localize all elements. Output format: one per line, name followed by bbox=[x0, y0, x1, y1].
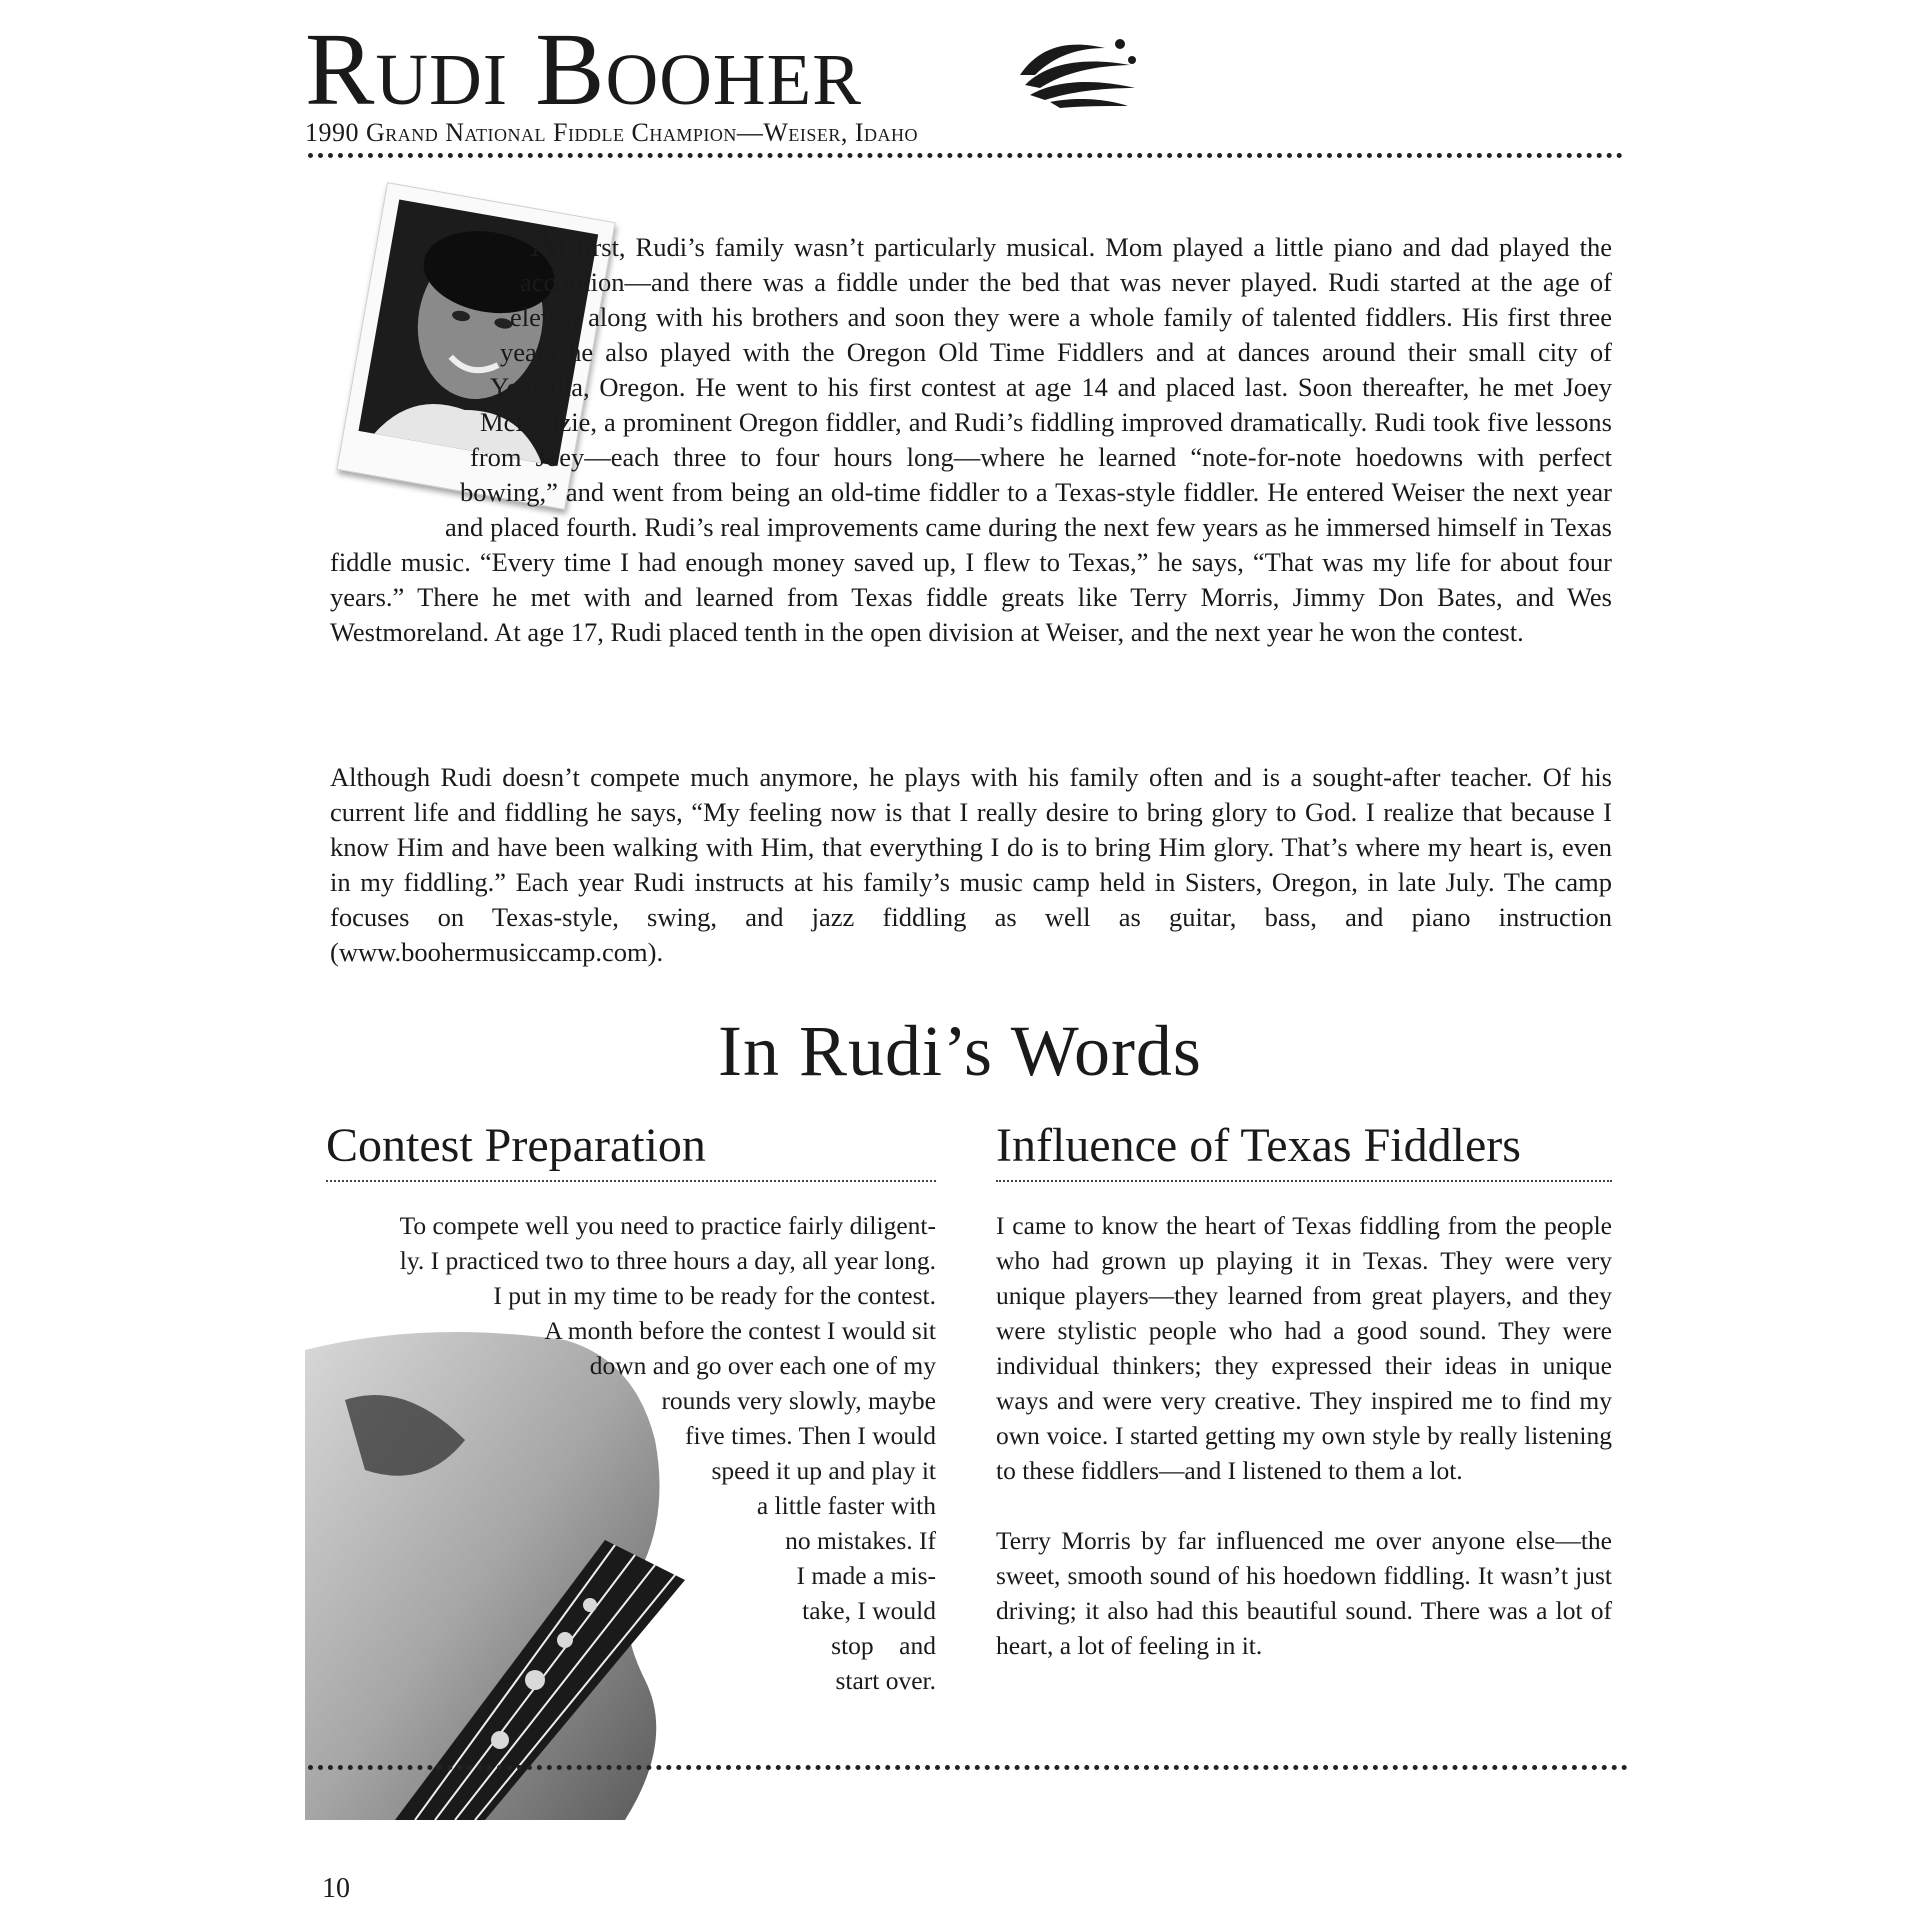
second-paragraph: Although Rudi doesn’t compete much anymore, he plays with his family often and is a sought-after teacher. Of his current life and fiddling he says, “My feeling now is that I really desire to bring glory to God. I realize that because I know Him and have been walking with Him, that everything I do is to bring Him glory. That’s where my heart is, even in my fiddling.” Each year Rudi instructs at his family’s music camp held in Sisters, Oregon, in late July. The camp focuses on Texas-style, swing, and jazz fiddling as well as guitar, bass, and piano instruction (www.boohermusiccamp.com). bbox=[330, 762, 1612, 967]
wrap-spacer bbox=[330, 438, 470, 473]
contest-preparation-text bbox=[326, 1208, 936, 1698]
wrap-spacer bbox=[330, 333, 500, 368]
page-number: 10 bbox=[322, 1873, 350, 1904]
text-line: rounds very slowly, maybe bbox=[661, 1386, 936, 1415]
wrap-spacer bbox=[330, 473, 460, 508]
text-line: I put in my time to be ready for the contest. bbox=[493, 1281, 936, 1310]
wrap-spacer bbox=[330, 403, 480, 438]
wrap-spacer bbox=[330, 508, 445, 543]
text-line: I made a mis- bbox=[796, 1561, 936, 1590]
intro-paragraph bbox=[330, 220, 1612, 650]
text-line: A month before the contest I would sit bbox=[544, 1316, 936, 1345]
paragraph: Terry Morris by far influenced me over anyone else—the sweet, smooth sound of his hoedown fiddling. It wasn’t just driving; it also had this beautiful sound. There was a lot of heart, a lot of feeling in it. bbox=[996, 1526, 1612, 1660]
text-line: speed it up and play it bbox=[711, 1456, 936, 1485]
text-line: no mistakes. If bbox=[785, 1526, 936, 1555]
page-subtitle: 1990 Grand National Fiddle Champion—Weiser, Idaho bbox=[305, 118, 919, 147]
wrap-spacer bbox=[330, 298, 510, 333]
heading-underline bbox=[996, 1180, 1612, 1182]
wrap-spacer bbox=[330, 368, 490, 403]
drop-cap: A bbox=[530, 220, 559, 265]
text-line: a little faster with bbox=[756, 1491, 936, 1520]
text-line: take, I would bbox=[802, 1596, 936, 1625]
heading-underline bbox=[326, 1180, 936, 1182]
heading-contest-preparation: Contest Preparation bbox=[326, 1119, 706, 1172]
texas-fiddlers-text bbox=[996, 1208, 1612, 1698]
page-title: Rudi Booher bbox=[305, 12, 862, 127]
paragraph: I came to know the heart of Texas fiddling from the people who had grown up playing it in Texas. They were very unique players—they learned from great players, and they were stylistic people who had a good sound. They were individual thinkers; they expressed their ideas in unique ways and were very creative. They inspired me to find my own voice. I started getting my own style by really listening to these fiddlers—and I listened to them a lot. bbox=[996, 1211, 1612, 1485]
text-line: five times. Then I would bbox=[685, 1421, 936, 1450]
text-line: start over. bbox=[835, 1666, 936, 1695]
section-title: In Rudi’s Words bbox=[718, 1011, 1202, 1091]
text-line: To compete well you need to practice fairly diligent- bbox=[399, 1211, 936, 1240]
text-line: ly. I practiced two to three hours a day, all year long. bbox=[399, 1246, 936, 1275]
wrap-spacer bbox=[330, 263, 520, 298]
text-line: stop and bbox=[831, 1631, 936, 1660]
dotted-divider bbox=[308, 153, 1623, 158]
dotted-divider bbox=[308, 1765, 1628, 1770]
intro-text: t first, Rudi’s family wasn’t particularly musical. Mom played a little piano and dad played the accordion—and there was a fiddle under the bed that was never played. Rudi started at the age of eleven along with his brothers and soon they were a whole family of talented fiddlers. His first three years he also played with the Oregon Old Time Fiddlers and at dances around their small city of Yoncalla, Oregon. He went to his first contest at age 14 and placed last. Soon thereafter, he met Joey McKenzie, a prominent Oregon fiddler, and Rudi’s fiddling improved dramatically. Rudi took five lessons from Joey—each three to four hours long—where he learned “note-for-note hoedowns with perfect bowing,” and went from being an old-time fiddler to a Texas-style fiddler. He entered Weiser the next year and placed fourth. Rudi’s real improvements came during the next few years as he immersed himself in Texas fiddle music. “Every time I had enough money saved up, I flew to Texas,” he says, “That was my life for about four years.” There he met with and learned from Texas fiddle greats like Terry Morris, Jimmy Don Bates, and Wes Westmoreland. At age 17, Rudi placed tenth in the open division at Weiser, and the next year he won the contest. bbox=[330, 232, 1612, 647]
text-line: down and go over each one of my bbox=[589, 1351, 936, 1380]
heading-texas-fiddlers: Influence of Texas Fiddlers bbox=[996, 1119, 1521, 1172]
wrap-spacer bbox=[330, 228, 530, 263]
flourish-ornament bbox=[1010, 30, 1140, 110]
